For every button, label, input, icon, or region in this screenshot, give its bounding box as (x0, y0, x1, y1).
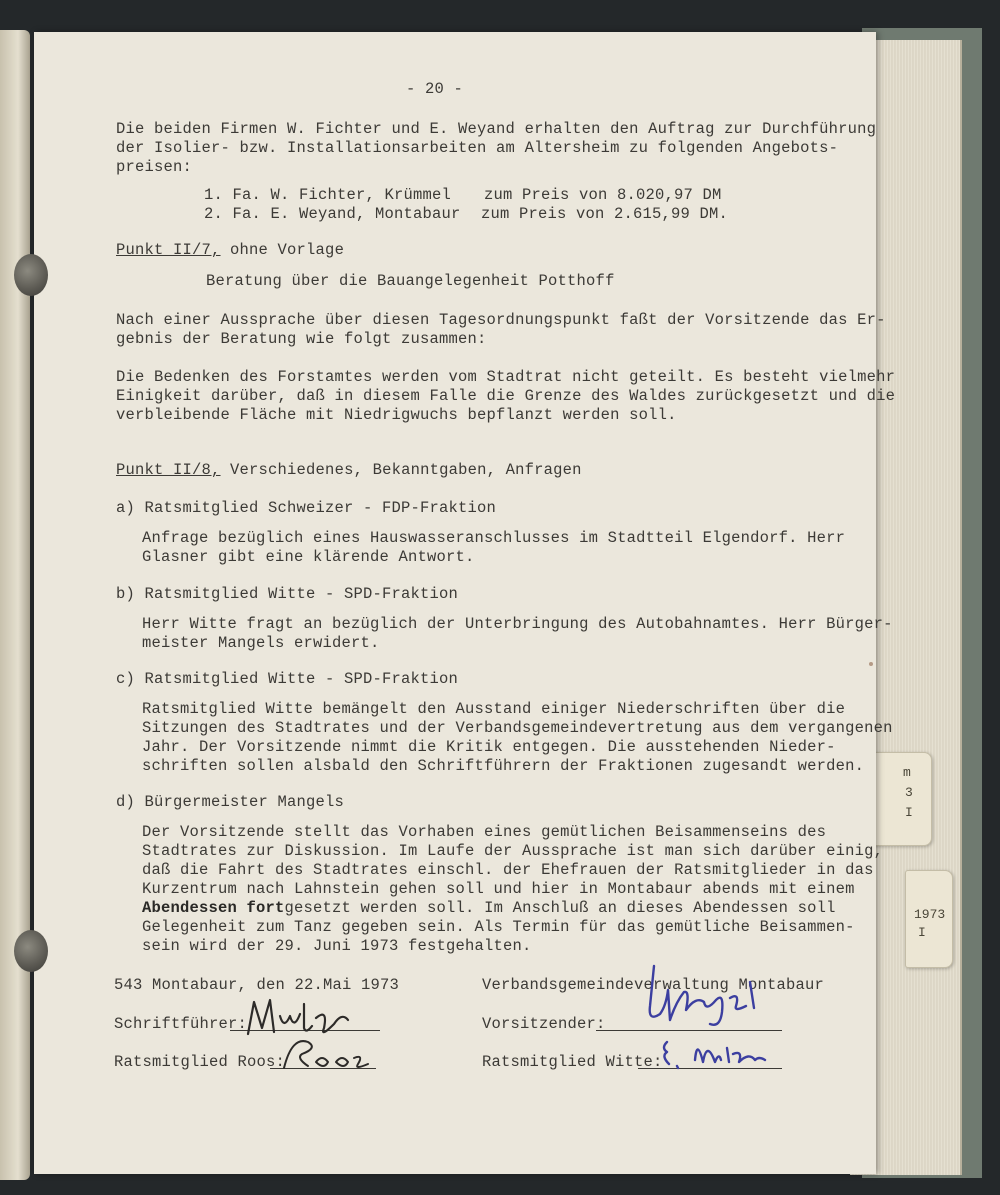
paragraph-line: verbleibende Fläche mit Niedrigwuchs bepflanzt werden soll. (116, 406, 677, 424)
intro-line: preisen: (116, 158, 193, 176)
item-d-text: Kurzentrum nach Lahnstein gehen soll und hier in Montabaur abends mit einem (142, 880, 855, 898)
signature-roos (278, 1032, 378, 1076)
item-d-text: sein wird der 29. Juni 1973 festgehalten. (142, 937, 532, 955)
item-d-text: daß die Fahrt des Stadtrates einschl. der Ehefrauen der Ratsmitglieder in das (142, 861, 874, 879)
intro-line: Die beiden Firmen W. Fichter und E. Weyand erhalten den Auftrag zur Durchführung (116, 120, 877, 138)
facing-page-edge (0, 30, 30, 1180)
witte-label: Ratsmitglied Witte: (482, 1053, 663, 1071)
tab-text: 1973 (914, 907, 946, 922)
index-tab-lower[interactable] (905, 870, 953, 968)
vorsitzender-label: Vorsitzender: (482, 1015, 606, 1033)
item-b-text: Herr Witte fragt an bezüglich der Unterbringung des Autobahnamtes. Herr Bürger- (142, 615, 893, 633)
punkt8-heading-rest: Verschiedenes, Bekanntgaben, Anfragen (230, 461, 582, 479)
punkt8-number: Punkt II/8, (116, 461, 221, 479)
firm-price: zum Preis von 2.615,99 DM. (481, 205, 729, 223)
item-c-label: c) Ratsmitglied Witte - SPD-Fraktion (116, 670, 459, 688)
intro-line: der Isolier- bzw. Installationsarbeiten am Altersheim zu folgenden Angebots- (116, 139, 839, 157)
item-b-label: b) Ratsmitglied Witte - SPD-Fraktion (116, 585, 459, 603)
tab-text: I (905, 805, 913, 820)
tab-text: m (903, 765, 911, 780)
punkt7-number: Punkt II/7, (116, 241, 221, 259)
authority: Verbandsgemeindeverwaltung Montabaur (482, 976, 825, 994)
schriftfuehrer-label: Schriftführer: (114, 1015, 248, 1033)
item-a-text: Anfrage bezüglich eines Hauswasseranschlusses im Stadtteil Elgendorf. Herr (142, 529, 846, 547)
item-d-text: Stadtrates zur Diskussion. Im Laufe der Aussprache ist man sich darüber einig, (142, 842, 884, 860)
item-d-text (142, 899, 836, 917)
paragraph-line: Einigkeit darüber, daß in diesem Falle die Grenze des Waldes zurückgesetzt und die (116, 387, 896, 405)
document-page (34, 32, 896, 1174)
roos-label: Ratsmitglied Roos: (114, 1053, 286, 1071)
item-d-text-rest: gesetzt werden soll. Im Anschluß an dieses Abendessen soll (284, 899, 836, 917)
punkt7-heading-rest: ohne Vorlage (230, 241, 345, 259)
page-number: - 20 - (406, 80, 464, 98)
item-a-text: Glasner gibt eine klärende Antwort. (142, 548, 475, 566)
item-b-text: meister Mangels erwidert. (142, 634, 380, 652)
tab-text: 3 (905, 785, 913, 800)
item-c-text: Ratsmitglied Witte bemängelt den Ausstand einiger Niederschriften über die (142, 700, 846, 718)
bold-text: Abendessen fort (142, 899, 285, 917)
paragraph-line: Nach einer Aussprache über diesen Tagesordnungspunkt faßt der Vorsitzende das Er- (116, 311, 886, 329)
firm-name: 2. Fa. E. Weyand, Montabaur (204, 205, 461, 223)
punkt8-heading (116, 461, 582, 479)
item-d-text: Der Vorsitzende stellt das Vorhaben eines gemütlichen Beisammenseins des (142, 823, 827, 841)
item-c-text: Sitzungen des Stadtrates und der Verbandsgemeindevertretung aus dem vergangenen (142, 719, 893, 737)
tab-text: I (918, 925, 926, 940)
place-date: 543 Montabaur, den 22.Mai 1973 (114, 976, 400, 994)
punch-hole-bottom (14, 930, 48, 972)
punch-hole-top (14, 254, 48, 296)
paragraph-line: gebnis der Beratung wie folgt zusammen: (116, 330, 487, 348)
item-c-text: Jahr. Der Vorsitzende nimmt die Kritik entgegen. Die ausstehenden Nieder- (142, 738, 836, 756)
item-a-label: a) Ratsmitglied Schweizer - FDP-Fraktion (116, 499, 497, 517)
item-d-label: d) Bürgermeister Mangels (116, 793, 345, 811)
index-tab-upper[interactable] (868, 752, 932, 846)
item-c-text: schriften sollen alsbald den Schriftführern der Fraktionen zugesandt werden. (142, 757, 865, 775)
paper-speck (869, 662, 873, 666)
firm-name: 1. Fa. W. Fichter, Krümmel (204, 186, 452, 204)
punkt7-subject: Beratung über die Bauangelegenheit Potthoff (206, 272, 615, 290)
punkt7-heading (116, 241, 344, 259)
item-d-text: Gelegenheit zum Tanz gegeben sein. Als Termin für das gemütliche Beisammen- (142, 918, 855, 936)
signature-witte (659, 1032, 789, 1074)
paragraph-line: Die Bedenken des Forstamtes werden vom Stadtrat nicht geteilt. Es besteht vielmehr (116, 368, 896, 386)
signature-vorsitzender (624, 962, 774, 1034)
firm-price: zum Preis von 8.020,97 DM (484, 186, 722, 204)
